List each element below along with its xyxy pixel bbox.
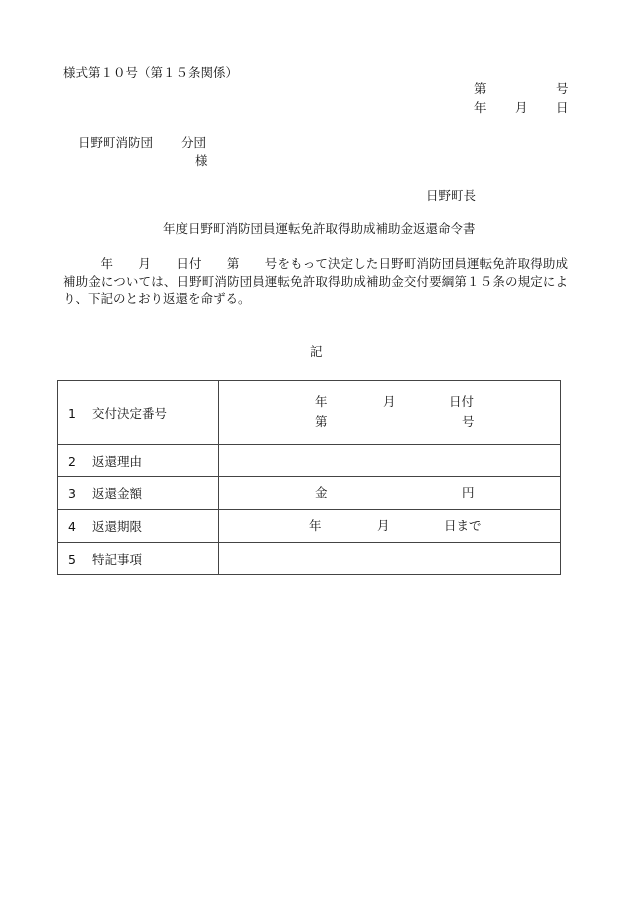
deadline-cell bbox=[219, 510, 561, 543]
sender: 日野町長 bbox=[426, 188, 477, 203]
item-label: 交付決定番号 bbox=[92, 405, 168, 421]
table-row bbox=[58, 543, 561, 575]
item-label: 返還期限 bbox=[92, 519, 143, 534]
dai-label: 第 bbox=[315, 414, 328, 429]
detail-table bbox=[57, 380, 561, 575]
item-number: 5 bbox=[68, 551, 76, 567]
date-month-label: 月 bbox=[515, 100, 528, 115]
ki-heading: 記 bbox=[310, 344, 323, 359]
go-label: 号 bbox=[462, 414, 475, 429]
item-number: 3 bbox=[68, 486, 76, 501]
item-number: 2 bbox=[68, 453, 76, 469]
row-label bbox=[58, 445, 219, 477]
item-label: 特記事項 bbox=[92, 551, 143, 567]
year-label: 年 bbox=[309, 518, 322, 533]
table-row bbox=[58, 445, 561, 477]
table-row bbox=[58, 381, 561, 445]
row-label bbox=[58, 477, 219, 510]
month-label: 月 bbox=[383, 394, 396, 409]
item-label: 返還理由 bbox=[92, 453, 143, 469]
doc-number-label: 第 bbox=[474, 81, 487, 96]
table-row bbox=[58, 510, 561, 543]
yen-label: 円 bbox=[462, 485, 475, 500]
table-row bbox=[58, 477, 561, 510]
remarks-cell bbox=[219, 543, 561, 575]
kin-label: 金 bbox=[315, 485, 328, 500]
year-label: 年 bbox=[315, 394, 328, 409]
document-title: 年度日野町消防団員運転免許取得助成補助金返還命令書 bbox=[163, 221, 476, 236]
decision-number-cell bbox=[219, 381, 561, 445]
month-label: 月 bbox=[377, 518, 390, 533]
item-label: 返還金額 bbox=[92, 486, 143, 501]
date-day-label: 日 bbox=[556, 100, 569, 115]
until-label: 日まで bbox=[444, 518, 482, 533]
row-label bbox=[58, 510, 219, 543]
addressee-honorific: 様 bbox=[195, 153, 208, 168]
doc-number-suffix: 号 bbox=[556, 81, 569, 96]
form-number: 様式第１０号（第１５条関係） bbox=[63, 65, 239, 80]
row-label bbox=[58, 381, 219, 445]
item-number: 1 bbox=[68, 405, 76, 421]
day-label: 日付 bbox=[449, 394, 475, 409]
date-year-label: 年 bbox=[474, 100, 487, 115]
body-paragraph: 年 月 日付 第 号をもって決定した日野町消防団員運転免許取得助成補助金については、日野町消防団員運転免許取得助成補助金交付要綱第１５条の規定により、下記のとおり返還を命ずる。 bbox=[63, 256, 568, 306]
item-number: 4 bbox=[68, 519, 76, 534]
reason-cell bbox=[219, 445, 561, 477]
amount-cell bbox=[219, 477, 561, 510]
addressee-org: 日野町消防団 bbox=[78, 135, 154, 150]
addressee-branch: 分団 bbox=[181, 135, 207, 150]
row-label bbox=[58, 543, 219, 575]
